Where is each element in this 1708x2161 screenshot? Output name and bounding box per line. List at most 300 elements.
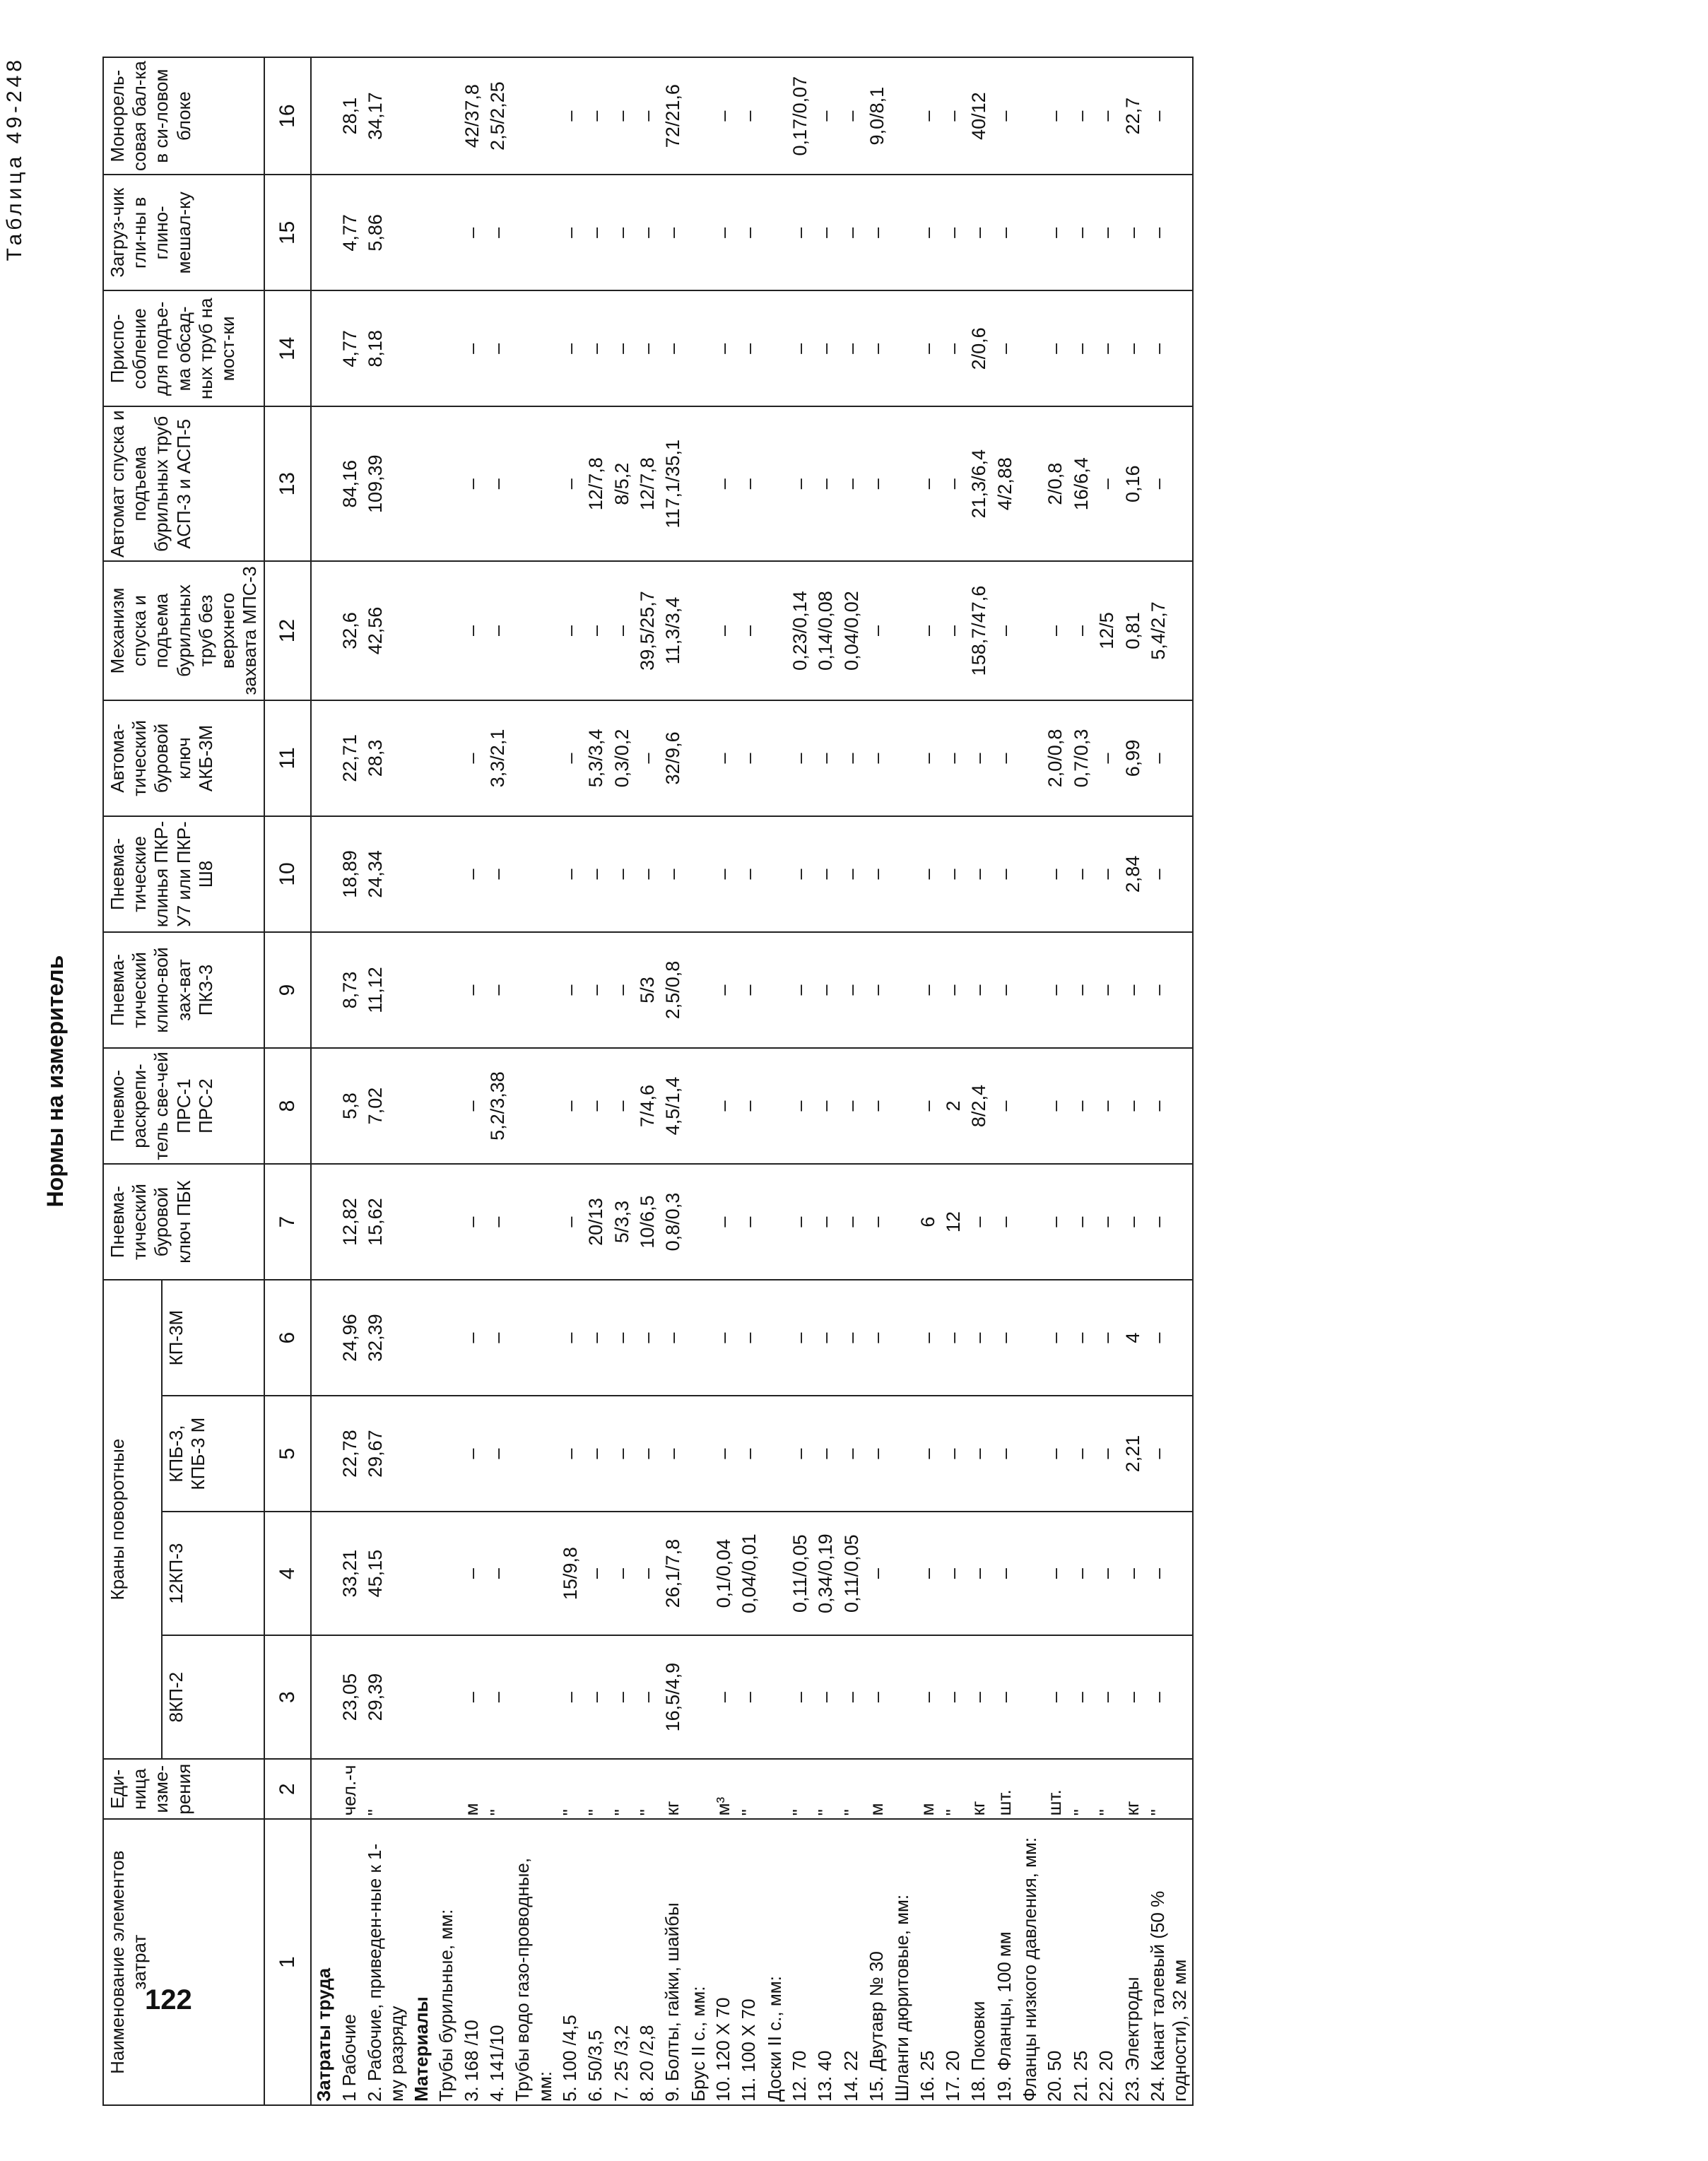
cell-value: – [1094, 1635, 1119, 1759]
cell-value: – [485, 1280, 510, 1396]
cell-value: – [1094, 700, 1119, 816]
header-col-14: Приспо-собление для подъе-ма обсад-ных труб на мост-ки [103, 290, 264, 406]
cell-value: – [787, 1635, 813, 1759]
cell-value: 22,78 [337, 1396, 363, 1512]
header-group-cranes: Краны поворотные [103, 1280, 162, 1759]
cell-value: 2/0,6 [966, 290, 991, 406]
cell-value [409, 816, 434, 932]
row-unit [1018, 1759, 1042, 1819]
cell-value: – [711, 932, 736, 1048]
cell-value: – [813, 290, 838, 406]
cell-value: 28,1 [337, 57, 363, 175]
cell-value: 0,04/0,02 [839, 561, 864, 700]
cell-value [311, 290, 336, 406]
cell-value: – [1120, 1048, 1145, 1164]
row-unit: м [915, 1759, 941, 1819]
cell-value: – [787, 290, 813, 406]
cell-value: – [992, 290, 1018, 406]
cell-value: 0,16 [1120, 406, 1145, 561]
table-row [583, 57, 608, 2105]
table-row [510, 57, 557, 2105]
cell-value: – [711, 1635, 736, 1759]
cell-value [686, 175, 711, 290]
row-unit: " [583, 1759, 608, 1819]
cell-value: – [1145, 1512, 1193, 1635]
cell-value [434, 932, 459, 1048]
cell-value: – [711, 175, 736, 290]
cell-value: – [915, 932, 941, 1048]
header-col-9: Пневма-тический клино-вой зах-ват ПКЗ-3 [103, 932, 264, 1048]
table-row [363, 57, 409, 2105]
table-row [409, 57, 434, 2105]
cell-value: 6,99 [1120, 700, 1145, 816]
cell-value: – [915, 1635, 941, 1759]
cell-value: – [966, 1396, 991, 1512]
cell-value: – [1068, 1635, 1094, 1759]
cell-value: – [609, 816, 635, 932]
cell-value [510, 700, 557, 816]
cell-value [890, 816, 914, 932]
cell-value: – [1145, 1396, 1193, 1512]
header-col-15: Загруз-чик гли-ны в глино-мешал-ку [103, 175, 264, 290]
table-row [1120, 57, 1145, 2105]
row-unit [434, 1759, 459, 1819]
cell-value [1018, 1048, 1042, 1164]
header-col-12: Механизм спуска и подъема бурильных труб без верхнего захвата МПС-3 [103, 561, 264, 700]
cell-value: – [966, 1164, 991, 1280]
cell-value: – [583, 1396, 608, 1512]
cell-value [762, 1164, 787, 1280]
cell-value: – [583, 816, 608, 932]
cell-value: – [992, 57, 1018, 175]
cell-value: – [787, 1048, 813, 1164]
cell-value: – [558, 1280, 583, 1396]
cell-value: 29,39 [363, 1635, 409, 1759]
cell-value: 20/13 [583, 1164, 608, 1280]
cell-value [762, 561, 787, 700]
cell-value: – [1145, 290, 1193, 406]
cell-value [686, 406, 711, 561]
cell-value: – [864, 1048, 890, 1164]
cell-value: – [558, 700, 583, 816]
cell-value: – [992, 1164, 1018, 1280]
cell-value: – [1094, 175, 1119, 290]
column-number-row [264, 57, 311, 2105]
row-name: 5. 100 /4,5 [558, 1819, 583, 2105]
cell-value: – [1094, 1512, 1119, 1635]
table-row [864, 57, 890, 2105]
table-row [890, 57, 914, 2105]
cell-value: – [915, 1048, 941, 1164]
cell-value [409, 406, 434, 561]
row-name: 3. 168 /10 [459, 1819, 485, 2105]
row-name: 13. 40 [813, 1819, 838, 2105]
row-unit: м [459, 1759, 485, 1819]
cell-value: – [609, 1396, 635, 1512]
cell-value: – [992, 1635, 1018, 1759]
row-name: 9. Болты, гайки, шайбы [660, 1819, 685, 2105]
cell-value: 12/7,8 [583, 406, 608, 561]
cell-value: 5,3/3,4 [583, 700, 608, 816]
cell-value: – [813, 700, 838, 816]
cell-value: 12,82 [337, 1164, 363, 1280]
cell-value: 0,81 [1120, 561, 1145, 700]
cell-value [409, 1048, 434, 1164]
row-name: 15. Двутавр № 30 [864, 1819, 890, 2105]
row-name: Трубы водо газо-проводные, мм: [510, 1819, 557, 2105]
cell-value: – [459, 932, 485, 1048]
cell-value: – [736, 57, 762, 175]
row-name: 17. 20 [941, 1819, 966, 2105]
cell-value: – [992, 175, 1018, 290]
row-name: 21. 25 [1068, 1819, 1094, 2105]
cell-value: – [1042, 1048, 1068, 1164]
cell-value: – [558, 1164, 583, 1280]
cell-value: 34,17 [363, 57, 409, 175]
table-row [839, 57, 864, 2105]
cell-value: – [787, 816, 813, 932]
cell-value: – [839, 290, 864, 406]
cell-value: – [1042, 1635, 1068, 1759]
row-name: 24. Канат талевый (50 % годности), 32 мм [1145, 1819, 1193, 2105]
cell-value: – [736, 290, 762, 406]
row-unit [686, 1759, 711, 1819]
cell-value: – [1068, 1280, 1094, 1396]
cell-value [686, 1048, 711, 1164]
cell-value: – [583, 57, 608, 175]
cell-value: – [839, 1635, 864, 1759]
row-unit: " [635, 1759, 660, 1819]
cell-value: – [1094, 1048, 1119, 1164]
cell-value: – [915, 290, 941, 406]
cell-value [762, 406, 787, 561]
cell-value [409, 175, 434, 290]
cell-value: – [1094, 816, 1119, 932]
cell-value: – [635, 700, 660, 816]
cell-value: – [459, 1280, 485, 1396]
table-row [609, 57, 635, 2105]
cell-value: 0,04/0,01 [736, 1512, 762, 1635]
cell-value: – [558, 1635, 583, 1759]
cell-value [890, 1396, 914, 1512]
cell-value [890, 175, 914, 290]
row-name: 1 Рабочие [337, 1819, 363, 2105]
page-number: 122 [145, 1984, 192, 2015]
cell-value: – [839, 406, 864, 561]
cell-value: – [635, 290, 660, 406]
column-number: 13 [264, 406, 311, 561]
cell-value [1018, 1512, 1042, 1635]
cell-value [434, 1635, 459, 1759]
cell-value: – [787, 1164, 813, 1280]
cell-value: 0,1/0,04 [711, 1512, 736, 1635]
cell-value: – [992, 1280, 1018, 1396]
cell-value: 5/3,3 [609, 1164, 635, 1280]
cell-value [434, 700, 459, 816]
cell-value: – [1042, 1164, 1068, 1280]
cell-value: – [966, 175, 991, 290]
cell-value: – [813, 1048, 838, 1164]
header-unit: Еди-ница изме-рения [103, 1759, 264, 1819]
cell-value: 117,1/35,1 [660, 406, 685, 561]
rotated-table-block [0, 57, 1597, 2106]
cell-value [311, 1164, 336, 1280]
cell-value: – [1094, 406, 1119, 561]
cell-value [311, 1635, 336, 1759]
cell-value: 2,5/0,8 [660, 932, 685, 1048]
cell-value: 4/2,88 [992, 406, 1018, 561]
cell-value: – [1145, 700, 1193, 816]
cell-value: – [1145, 816, 1193, 932]
cell-value: 21,3/6,4 [966, 406, 991, 561]
table-row [1042, 57, 1068, 2105]
cell-value [890, 1048, 914, 1164]
table-row [762, 57, 787, 2105]
cell-value: – [864, 1396, 890, 1512]
cell-value: – [1068, 1164, 1094, 1280]
column-number: 4 [264, 1512, 311, 1635]
cell-value: – [813, 57, 838, 175]
cell-value: – [992, 700, 1018, 816]
row-unit: кг [1120, 1759, 1145, 1819]
cell-value: – [941, 406, 966, 561]
cell-value: 45,15 [363, 1512, 409, 1635]
cell-value: – [915, 1280, 941, 1396]
cell-value: – [1068, 175, 1094, 290]
cell-value: 7/4,6 [635, 1048, 660, 1164]
cell-value [686, 1512, 711, 1635]
cell-value: 109,39 [363, 406, 409, 561]
cell-value: – [660, 290, 685, 406]
cell-value: – [839, 1164, 864, 1280]
cell-value: 84,16 [337, 406, 363, 561]
cell-value [409, 1280, 434, 1396]
table-row [966, 57, 991, 2105]
cell-value: – [609, 561, 635, 700]
cell-value: – [609, 1048, 635, 1164]
cell-value: – [459, 700, 485, 816]
cell-value: – [583, 932, 608, 1048]
cell-value [434, 406, 459, 561]
cell-value: – [485, 1164, 510, 1280]
cell-value: – [1145, 406, 1193, 561]
cell-value: – [1145, 1164, 1193, 1280]
cell-value [686, 561, 711, 700]
cell-value [434, 1048, 459, 1164]
cell-value [409, 57, 434, 175]
column-number: 14 [264, 290, 311, 406]
header-col-8: Пневмо-раскрепи-тель све-чей ПРС-1 ПРС-2 [103, 1048, 264, 1164]
cell-value: – [864, 1164, 890, 1280]
cell-value [686, 1396, 711, 1512]
cell-value: – [992, 816, 1018, 932]
row-name: Материалы [409, 1819, 434, 2105]
table-row [459, 57, 485, 2105]
cell-value: – [992, 1512, 1018, 1635]
cell-value [890, 57, 914, 175]
cell-value: – [609, 1635, 635, 1759]
cell-value: 0,11/0,05 [787, 1512, 813, 1635]
cell-value [510, 175, 557, 290]
cell-value: – [485, 932, 510, 1048]
header-col-4: 12КП-3 [162, 1512, 265, 1635]
cell-value [510, 816, 557, 932]
cell-value [311, 816, 336, 932]
cell-value: – [839, 1280, 864, 1396]
cell-value: – [711, 1048, 736, 1164]
cell-value [890, 290, 914, 406]
header-col-10: Пневма-тические клинья ПКР-У7 или ПКР-Ш8 [103, 816, 264, 932]
cell-value: – [660, 1280, 685, 1396]
table-title: Нормы на измеритель [42, 955, 68, 1208]
cell-value: 0,8/0,3 [660, 1164, 685, 1280]
row-name: 20. 50 [1042, 1819, 1068, 2105]
cell-value: – [1120, 932, 1145, 1048]
row-name: Затраты труда [311, 1819, 336, 2105]
cell-value: – [941, 816, 966, 932]
header-col-11: Автома-тический буровой ключ АКБ-3М [103, 700, 264, 816]
row-unit: чел.-ч [337, 1759, 363, 1819]
cell-value: – [558, 932, 583, 1048]
cell-value: – [813, 1280, 838, 1396]
cell-value: – [966, 1512, 991, 1635]
column-number: 1 [264, 1819, 311, 2105]
cell-value [409, 290, 434, 406]
cell-value: – [915, 1396, 941, 1512]
column-number: 10 [264, 816, 311, 932]
cell-value: – [966, 1280, 991, 1396]
cell-value: 33,21 [337, 1512, 363, 1635]
cell-value: – [864, 1512, 890, 1635]
table-row [337, 57, 363, 2105]
cell-value [434, 1164, 459, 1280]
cell-value: – [864, 1635, 890, 1759]
row-name: 2. Рабочие, приведен-ные к 1-му разряду [363, 1819, 409, 2105]
cell-value: – [485, 1635, 510, 1759]
table-row [311, 57, 336, 2105]
row-unit: " [839, 1759, 864, 1819]
cell-value: – [459, 1048, 485, 1164]
cell-value: – [787, 406, 813, 561]
cell-value: – [992, 932, 1018, 1048]
cell-value: 0,34/0,19 [813, 1512, 838, 1635]
cell-value: – [839, 816, 864, 932]
row-name: 12. 70 [787, 1819, 813, 2105]
cell-value [890, 1635, 914, 1759]
row-unit: шт. [992, 1759, 1018, 1819]
cell-value: – [813, 816, 838, 932]
header-col-13: Автомат спуска и подъема бурильных труб АСП-3 и АСП-5 [103, 406, 264, 561]
cell-value: – [915, 816, 941, 932]
row-name: 14. 22 [839, 1819, 864, 2105]
cell-value: – [813, 932, 838, 1048]
cell-value [409, 1164, 434, 1280]
cell-value [409, 1635, 434, 1759]
row-unit: " [736, 1759, 762, 1819]
cell-value [762, 290, 787, 406]
cell-value: 9,0/8,1 [864, 57, 890, 175]
cell-value: – [941, 932, 966, 1048]
cell-value [311, 175, 336, 290]
cell-value: – [1068, 1396, 1094, 1512]
cell-value [311, 932, 336, 1048]
cell-value: 0,17/0,07 [787, 57, 813, 175]
row-name: 8. 20 /2,8 [635, 1819, 660, 2105]
cell-value [686, 932, 711, 1048]
cell-value [1018, 175, 1042, 290]
cell-value: – [1068, 561, 1094, 700]
norms-table [102, 57, 1194, 2106]
cell-value: – [558, 290, 583, 406]
cell-value: – [915, 406, 941, 561]
cell-value [890, 932, 914, 1048]
cell-value: – [1068, 1048, 1094, 1164]
cell-value [686, 290, 711, 406]
cell-value [1018, 1164, 1042, 1280]
table-row [635, 57, 660, 2105]
cell-value [434, 561, 459, 700]
cell-value: 3,3/2,1 [485, 700, 510, 816]
cell-value: – [941, 175, 966, 290]
cell-value [1018, 406, 1042, 561]
cell-value: – [660, 175, 685, 290]
cell-value: – [660, 816, 685, 932]
table-row [1145, 57, 1193, 2105]
cell-value [434, 57, 459, 175]
cell-value: 7,02 [363, 1048, 409, 1164]
row-unit: " [609, 1759, 635, 1819]
cell-value [311, 700, 336, 816]
table-row [1094, 57, 1119, 2105]
cell-value: – [1042, 1512, 1068, 1635]
cell-value: 0,3/0,2 [609, 700, 635, 816]
cell-value: – [864, 406, 890, 561]
row-name: Трубы бурильные, мм: [434, 1819, 459, 2105]
cell-value: 24,96 [337, 1280, 363, 1396]
cell-value: – [485, 561, 510, 700]
cell-value: – [1094, 932, 1119, 1048]
cell-value: – [711, 57, 736, 175]
cell-value [762, 1280, 787, 1396]
cell-value: 0,11/0,05 [839, 1512, 864, 1635]
row-unit: кг [660, 1759, 685, 1819]
cell-value: 5,2/3,38 [485, 1048, 510, 1164]
cell-value: – [966, 1635, 991, 1759]
cell-value [890, 406, 914, 561]
cell-value: – [711, 1280, 736, 1396]
cell-value: – [915, 57, 941, 175]
cell-value: – [609, 1512, 635, 1635]
cell-value: – [609, 932, 635, 1048]
cell-value [762, 1396, 787, 1512]
row-name: Фланцы низкого давления, мм: [1018, 1819, 1042, 2105]
cell-value: – [1094, 57, 1119, 175]
cell-value: – [1120, 290, 1145, 406]
cell-value: – [558, 816, 583, 932]
cell-value: – [583, 175, 608, 290]
cell-value: – [736, 1635, 762, 1759]
cell-value: – [966, 700, 991, 816]
cell-value [1018, 700, 1042, 816]
cell-value: – [635, 816, 660, 932]
cell-value: 158,7/47,6 [966, 561, 991, 700]
cell-value: – [864, 816, 890, 932]
row-name: Шланги дюритовые, мм: [890, 1819, 914, 2105]
cell-value [510, 561, 557, 700]
cell-value: – [485, 1512, 510, 1635]
cell-value: – [864, 561, 890, 700]
row-unit: м³ [711, 1759, 736, 1819]
